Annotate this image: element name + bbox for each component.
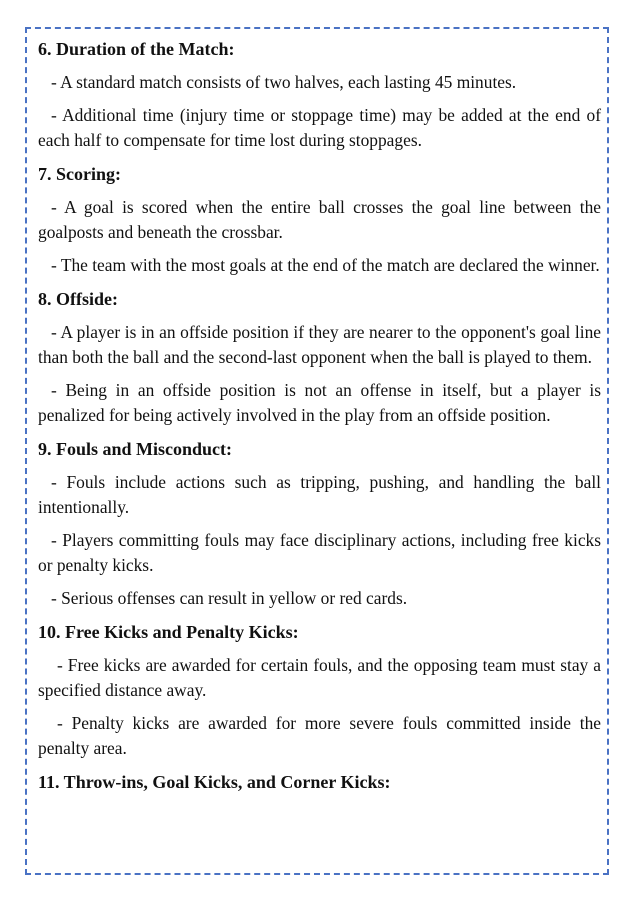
paragraph: - A standard match consists of two halves, each lasting 45 minutes. [51, 72, 517, 92]
paragraph: - Serious offenses can result in yellow or red cards. [51, 588, 408, 608]
section-heading-scoring: 7. Scoring: [38, 164, 121, 184]
document-content [38, 36, 601, 803]
paragraph: - A player is in an offside position if they are nearer to the opponent's goal line than both the ball and the second-last opponent when the ball is played to them. [38, 322, 601, 367]
section-heading-duration: 6. Duration of the Match: [38, 39, 235, 59]
paragraph: - Being in an offside position is not an offense in itself, but a player is penalized for being actively involved in the play from an offside position. [38, 380, 601, 425]
section-heading-offside: 8. Offside: [38, 289, 118, 309]
section-heading-free-kicks: 10. Free Kicks and Penalty Kicks: [38, 622, 299, 642]
paragraph: - Penalty kicks are awarded for more severe fouls committed inside the penalty area. [38, 713, 601, 758]
paragraph: - Fouls include actions such as tripping, pushing, and handling the ball intentionally. [38, 472, 601, 517]
paragraph: - Free kicks are awarded for certain fouls, and the opposing team must stay a specified distance away. [38, 655, 601, 700]
paragraph: - The team with the most goals at the end of the match are declared the winner. [51, 255, 600, 275]
paragraph: - A goal is scored when the entire ball crosses the goal line between the goalposts and beneath the crossbar. [38, 197, 601, 242]
section-heading-throw-ins: 11. Throw-ins, Goal Kicks, and Corner Kicks: [38, 772, 391, 792]
section-heading-fouls: 9. Fouls and Misconduct: [38, 439, 233, 459]
paragraph: - Additional time (injury time or stoppage time) may be added at the end of each half to compensate for time lost during stoppages. [38, 105, 601, 150]
paragraph: - Players committing fouls may face disciplinary actions, including free kicks or penalty kicks. [38, 530, 601, 575]
